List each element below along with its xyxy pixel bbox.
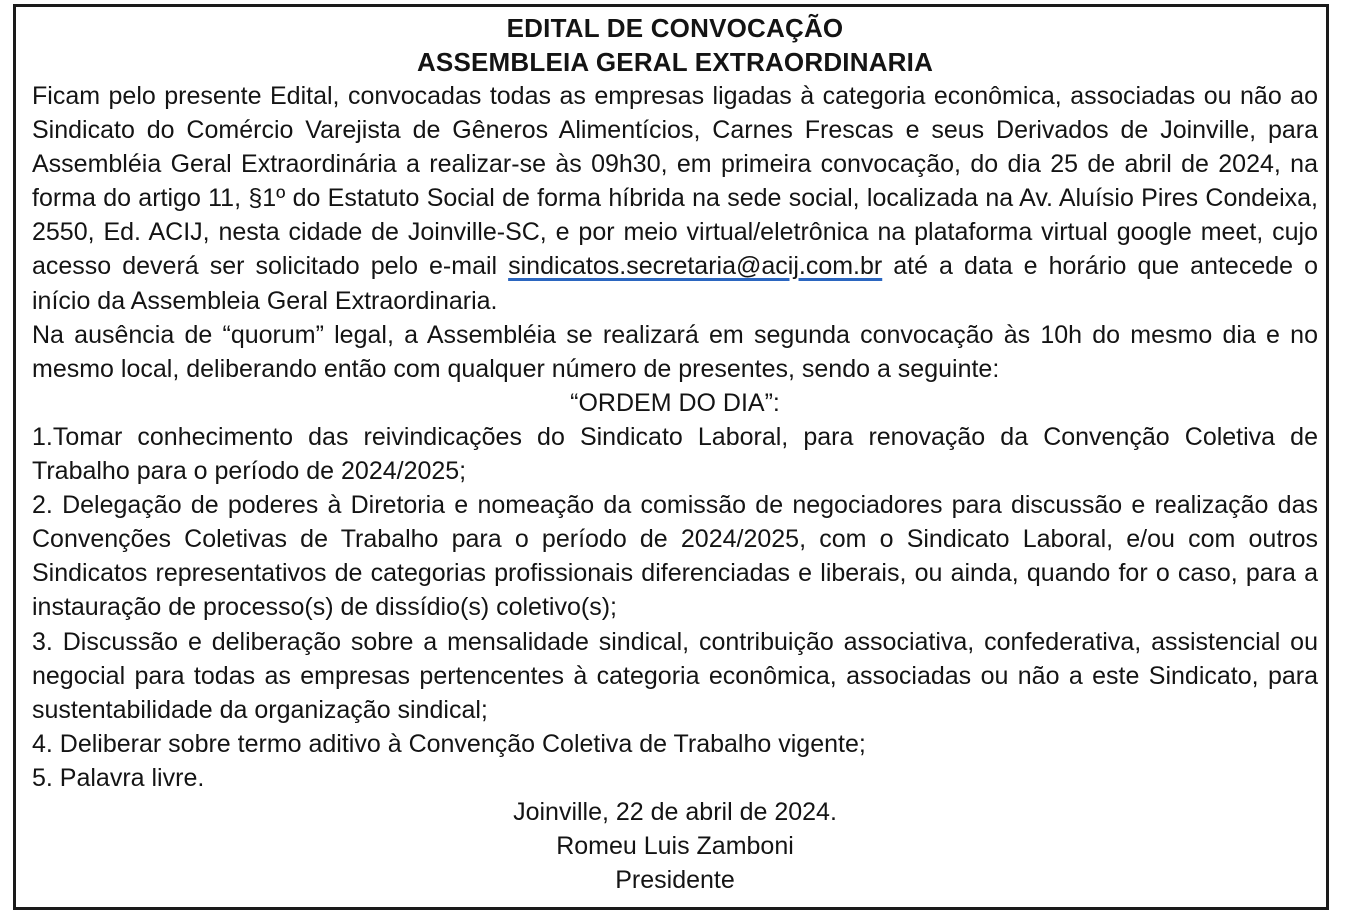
- agenda-item-3: 3. Discussão e deliberação sobre a mensalidade sindical, contribuição associativa, confederativa, assistencial ou negocial para todas as empresas pertencentes à categoria econômica, associadas ou não a este Sindicato, para sustentabilidade da organização sindical;: [32, 627, 1318, 724]
- agenda-item-5: 5. Palavra livre.: [32, 763, 205, 792]
- agenda-item-2: 2. Delegação de poderes à Diretoria e nomeação da comissão de negociadores para discussão e realização das Convenções Coletivas de Trabalho para o período de 2024/2025, com o Sindicato Laboral, e/ou com outros Sindicatos representativos de categorias profissionais diferenciadas e liberais, ou ainda, quando for o caso, para a instauração de processo(s) de dissídio(s) coletivo(s);: [32, 491, 1318, 622]
- notice-subtitle: ASSEMBLEIA GERAL EXTRAORDINARIA: [416, 47, 934, 77]
- intro-text-end: até a data e horário que antecede o início da Assembleia Geral Extraordinaria.: [32, 252, 1318, 315]
- agenda-item-4: 4. Deliberar sobre termo aditivo à Convenção Coletiva de Trabalho vigente;: [32, 729, 866, 758]
- quorum-paragraph: Na ausência de “quorum” legal, a Assembléia se realizará em segunda convocação às 10h do mesmo dia e no mesmo local, deliberando então com qualquer número de presentes, sendo a seguinte:: [32, 320, 1318, 383]
- email-link[interactable]: sindicatos.secretaria@acij.com.br: [508, 252, 883, 281]
- intro-text: Ficam pelo presente Edital, convocadas todas as empresas ligadas à categoria econômica, associadas ou não ao Sindicato do Comércio Varejista de Gêneros Alimentícios, Carnes Frescas e seus Derivados de Joinville, para Assembléia Geral Extraordinária a realizar-se às 09h30, em primeira convocação, do dia 25 de abril de 2024, na forma do artigo 11, §1º do Estatuto Social de forma híbrida na sede social, localizada na Av. Aluísio Pires Condeixa, 2550, Ed. ACIJ, nesta cidade de Joinville-SC, e por meio virtual/eletrônica na plataforma virtual google meet, cujo acesso deverá ser solicitado pelo e-mail: [32, 82, 1318, 281]
- notice-title: EDITAL DE CONVOCAÇÃO: [506, 13, 844, 43]
- notice-content: [32, 11, 1318, 897]
- agenda-item-1: 1.Tomar conhecimento das reivindicações do Sindicato Laboral, para renovação da Convenção Coletiva de Trabalho para o período de 2024/2025;: [32, 422, 1318, 486]
- signatory-name: Romeu Luis Zamboni: [556, 832, 794, 861]
- agenda-heading: “ORDEM DO DIA”:: [570, 388, 780, 417]
- intro-paragraph: [32, 79, 1318, 318]
- signatory-role: Presidente: [615, 866, 735, 895]
- notice-frame: [13, 4, 1329, 910]
- place-date: Joinville, 22 de abril de 2024.: [513, 797, 837, 826]
